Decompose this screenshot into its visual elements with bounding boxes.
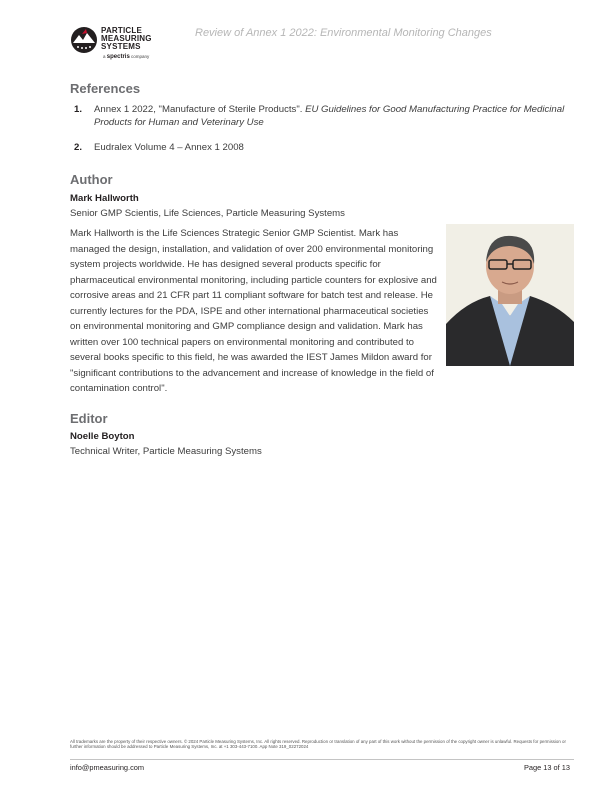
author-photo xyxy=(446,224,574,366)
reference-number: 2. xyxy=(74,142,83,153)
company-logo xyxy=(68,24,178,64)
reference-text: Eudralex Volume 4 – Annex 1 2008 xyxy=(94,142,244,153)
logo-line-1: PARTICLE xyxy=(101,26,143,35)
author-heading: Author xyxy=(70,172,113,187)
logo-tagline-prefix: a xyxy=(103,54,107,59)
reference-item xyxy=(70,103,580,129)
logo-tagline xyxy=(103,54,149,60)
footer-email[interactable]: info@pmeasuring.com xyxy=(70,763,145,772)
footer-legal: All trademarks are the property of their respective owners. © 2024 Particle Measuring Systems, Inc. All rights reserved. Reproduction or translation of any part of this work without the permission of the copyright owner is unlawful. Requests for permission or further information should be addressed to Particle Measuring Systems, Inc. at +1 303-443-7100. App Note 319_02272024 xyxy=(70,739,566,750)
logo-text xyxy=(101,27,152,51)
author-name: Mark Hallworth xyxy=(70,193,139,204)
page-header xyxy=(68,24,568,64)
reference-italic: EU Guidelines for Good Manufacturing Practice for Medicinal Products for Human and Veterinary Use xyxy=(94,104,565,128)
reference-list xyxy=(70,103,580,164)
references-heading: References xyxy=(70,81,141,96)
logo-tagline-brand: spectris xyxy=(106,54,130,60)
footer-divider xyxy=(70,759,574,760)
editor-heading: Editor xyxy=(70,411,108,426)
reference-item xyxy=(70,141,580,154)
reference-number: 1. xyxy=(74,104,83,115)
author-bio: Mark Hallworth is the Life Sciences Strategic Senior GMP Scientist. Mark has managed the design, installation, and validation of over 200 environmental monitoring system projects worldwide. He has designed several products specific for pharmaceutical environmental monitoring, including particle counters for explosive and corrosive areas and 21 CFR part 11 compliant software for batch test and release. He currently lectures for the PDA, ISPE and other international pharmaceutical societies on environmental monitoring and GMP compliance design and validation. Mark has written over 100 technical papers on environmental monitoring and contributed to several books specific to this field, he was awarded the IEST James Mildon award for "significant contributions to the advancement and increase of knowledge in the field of contamination control". xyxy=(70,228,437,394)
logo-line-2: MEASURING xyxy=(101,34,152,43)
logo-mark-icon xyxy=(70,26,98,54)
running-head: Review of Annex 1 2022: Environmental Monitoring Changes xyxy=(195,27,492,39)
page-number: Page 13 of 13 xyxy=(523,763,570,772)
logo-line-3: SYSTEMS xyxy=(101,42,141,51)
editor-role: Technical Writer, Particle Measuring Systems xyxy=(70,446,262,457)
editor-name: Noelle Boyton xyxy=(70,431,135,442)
reference-text: Annex 1 2022, "Manufacture of Sterile Products". xyxy=(94,104,306,115)
logo-tagline-suffix: company xyxy=(129,54,150,59)
author-role: Senior GMP Scientis, Life Sciences, Particle Measuring Systems xyxy=(70,208,345,219)
